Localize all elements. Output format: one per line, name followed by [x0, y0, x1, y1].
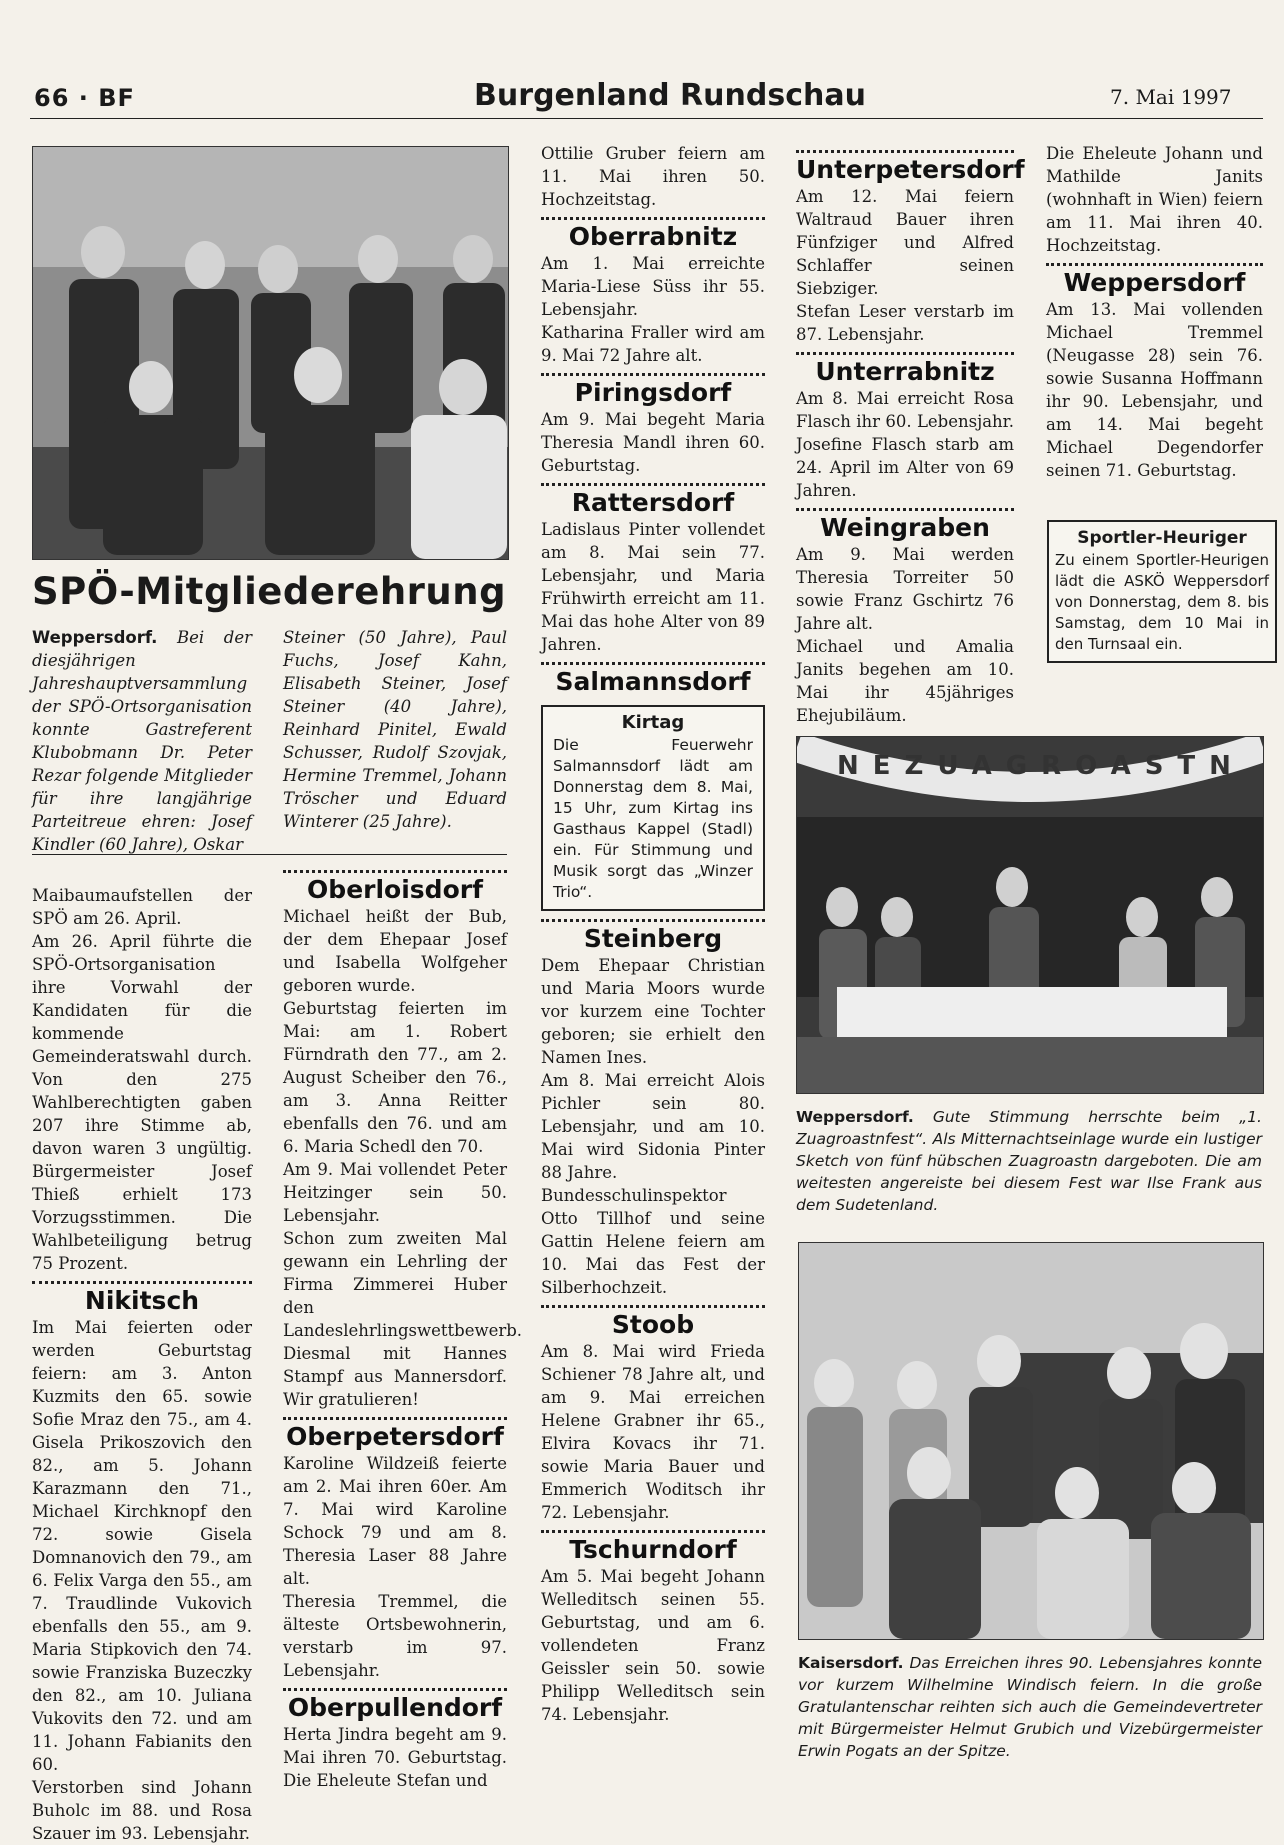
feature-kicker: Weppersdorf.: [32, 628, 158, 647]
heading-unterpetersdorf: Unterpetersdorf: [796, 155, 1025, 184]
unterrabnitz-paragraph: Am 8. Mai erreicht Rosa Flasch ihr 60. Lebensjahr. Josefine Flasch starb am 24. April im Alter von 69 Jahren.: [796, 389, 1014, 500]
sportler-title: Sportler-Heuriger: [1077, 528, 1247, 548]
oberloisdorf-paragraph-2: Geburtstag feierten im Mai: am 1. Robert Fürndrath den 77., am 2. August Scheiber den 76., am 3. Anna Reitter ebenfalls den 76. und am 6. Maria Schedl den 70.: [283, 999, 507, 1156]
nikitsch-paragraph-2: Verstorben sind Johann Buholc im 88. und Rosa Szauer im 93. Lebensjahr.: [32, 1778, 252, 1843]
dotted-rule: [541, 1305, 765, 1308]
rattersdorf-paragraph: Ladislaus Pinter vollendet am 8. Mai sein 77. Lebensjahr, und Maria Frühwirth erreicht am 11. Mai das hohe Alter von 89 Jahren.: [541, 520, 765, 654]
caption-text: Gute Stimmung herrschte beim „1. Zuagroastnfest“. Als Mitternachtseinlage wurde ein lustiger Sketch von fünf hübschen Zuagroastn dargeboten. Die am weitesten angereiste bei diesem Fest war Ilse Frank aus dem Sudetenland.: [796, 1108, 1262, 1214]
column-2: [283, 870, 523, 1792]
heading-weppersdorf: Weppersdorf: [1063, 268, 1246, 297]
heading-oberrabnitz: Oberrabnitz: [568, 222, 738, 251]
feature-text-right: Steiner (50 Jahre), Paul Fuchs, Josef Kahn, Elisabeth Steiner, Josef Steiner (40 Jahre), Reinhard Pinitel, Ewald Schusser, Rudolf Szovjak, Hermine Tremmel, Johann Tröscher und Eduard Winterer (25 Jahre).: [283, 628, 507, 831]
col3-top-paragraph: Ottilie Gruber feiern am 11. Mai ihren 50. Hochzeitstag.: [541, 144, 765, 209]
tschurndorf-paragraph: Am 5. Mai begeht Johann Welleditsch seinen 55. Geburtstag, und am 6. vollendeten Franz Geissler sein 50. sowie Philipp Welleditsch sein 74. Lebensjahr.: [541, 1567, 765, 1724]
dotted-rule: [541, 1530, 765, 1533]
caption-kicker: Kaisersdorf.: [798, 1654, 904, 1672]
photo-zuagroastnfest: [796, 736, 1264, 1094]
column-4: [796, 150, 1025, 727]
oberpetersdorf-paragraph: Karoline Wildzeiß feierte am 2. Mai ihren 60er. Am 7. Mai wird Karoline Schock 79 und am 8. Theresia Laser 88 Jahre alt.: [283, 1454, 507, 1588]
photo-kaisersdorf: [798, 1242, 1264, 1640]
caption-kaisersdorf: [798, 1652, 1262, 1762]
dotted-rule: [796, 150, 1014, 153]
kirtag-title: Kirtag: [621, 712, 685, 733]
heading-steinberg: Steinberg: [583, 924, 723, 953]
feature-text-left: [32, 626, 252, 856]
col5-top-paragraph: Die Eheleute Johann und Mathilde Janits (wohnhaft in Wien) feiern am 11. Mai ihren 40. Hochzeitstag.: [1046, 144, 1263, 255]
column-5: [1046, 142, 1263, 482]
page-label: 66 · BF: [34, 84, 135, 112]
steinberg-paragraph: Dem Ehepaar Christian und Maria Moors wurde vor kurzem eine Tochter geboren; sie erhielt den Namen Ines.: [541, 956, 765, 1067]
sportler-box: [1047, 520, 1277, 663]
heading-nikitsch: Nikitsch: [84, 1286, 200, 1315]
kirtag-text: Die Feuerwehr Salmannsdorf lädt am Donnerstag dem 8. Mai, 15 Uhr, zum Kirtag ins Gasthaus Kappel (Stadl) ein. Für Stimmung und Musik sorgt das „Winzer Trio“.: [553, 736, 753, 901]
dotted-rule: [283, 1688, 507, 1691]
unterpetersdorf-paragraph-2: Stefan Leser verstarb im 87. Lebensjahr.: [796, 302, 1014, 344]
column-1: [32, 884, 252, 1845]
oberpullendorf-paragraph: Herta Jindra begeht am 9. Mai ihren 70. Geburtstag. Die Eheleute Stefan und: [283, 1725, 507, 1790]
caption-text: Das Erreichen ihres 90. Lebensjahres konnte vor kurzem Wilhelmine Windisch feiern. In die große Gratulantenschar reihten sich auch die Gemeindevertreter mit Bürgermeister Helmut Grubich und Vizebürgermeister Erwin Pogats an der Spitze.: [798, 1654, 1262, 1760]
heading-salmannsdorf: Salmannsdorf: [555, 667, 751, 696]
weingraben-paragraph: Am 9. Mai werden Theresia Torreiter 50 sowie Franz Gschirtz 76 Jahre alt.: [796, 545, 1014, 633]
heading-oberloisdorf: Oberloisdorf: [307, 875, 483, 904]
photo-spoe-group: [32, 146, 509, 560]
oberloisdorf-paragraph: Michael heißt der Bub, der dem Ehepaar Josef und Isabella Wolfgeher geboren wurde.: [283, 907, 507, 995]
issue-date: 7. Mai 1997: [1110, 85, 1232, 109]
dotted-rule: [32, 1281, 252, 1284]
dotted-rule: [541, 217, 765, 220]
feature-body-left: Bei der diesjährigen Jahreshauptversammlung der SPÖ-Ortsorganisation konnte Gastreferent Klubobmann Dr. Peter Rezar folgende Mitglieder für ihre langjährige Parteitreue ehren: Josef Kindler (60 Jahre), Oskar: [32, 628, 252, 854]
steinberg-paragraph-2: Am 8. Mai erreicht Alois Pichler sein 80. Lebensjahr, und am 10. Mai wird Sidonia Pinter 88 Jahre.: [541, 1071, 765, 1182]
oberloisdorf-paragraph-3: Am 9. Mai vollendet Peter Heitzinger sein 50. Lebensjahr.: [283, 1160, 507, 1225]
header-rule: [30, 118, 1263, 119]
oberloisdorf-paragraph-4: Schon zum zweiten Mal gewann ein Lehrling der Firma Zimmerei Huber den Landeslehrlingswettbewerb. Diesmal mit Hannes Stampf aus Mannersdorf. Wir gratulieren!: [283, 1229, 523, 1409]
heading-rattersdorf: Rattersdorf: [571, 488, 735, 517]
weppersdorf-paragraph: Am 13. Mai vollenden Michael Tremmel (Neugasse 28) sein 76. sowie Susanna Hoffmann ihr 90. Lebensjahr, und am 14. Mai begeht Michael Degendorfer seinen 71. Geburtstag.: [1046, 300, 1263, 480]
unterpetersdorf-paragraph: Am 12. Mai feiern Waltraud Bauer ihren Fünfziger und Alfred Schlaffer seinen Siebziger.: [796, 187, 1014, 298]
col1-intro: Maibaumaufstellen der SPÖ am 26. April.: [32, 886, 252, 928]
col1-paragraph: Am 26. April führte die SPÖ-Ortsorganisation ihre Vorwahl der Kandidaten für die kommende Gemeinderatswahl durch. Von den 275 Wahlberechtigten gaben 207 ihre Stimme ab, davon waren 3 ungültig. Bürgermeister Josef Thieß erhielt 173 Vorzugsstimmen. Die Wahlbeteiligung betrug 75 Prozent.: [32, 932, 252, 1273]
stoob-paragraph: Am 8. Mai wird Frieda Schiener 78 Jahre alt, und am 9. Mai erreichen Helene Grabner ihr 65., Elvira Kovacs ihr 71. sowie Maria Bauer und Emmerich Woditsch ihr 72. Lebensjahr.: [541, 1342, 765, 1522]
heading-oberpullendorf: Oberpullendorf: [287, 1693, 503, 1722]
dotted-rule: [1046, 263, 1263, 266]
heading-piringsdorf: Piringsdorf: [574, 378, 732, 407]
heading-unterrabnitz: Unterrabnitz: [815, 357, 995, 386]
dotted-rule: [541, 919, 765, 922]
piringsdorf-paragraph: Am 9. Mai begeht Maria Theresia Mandl ihren 60. Geburtstag.: [541, 410, 765, 475]
caption-zuagroastnfest: [796, 1106, 1262, 1216]
photo-banner: NEZUAGROASTN: [837, 751, 1245, 781]
oberrabnitz-paragraph-2: Katharina Fraller wird am 9. Mai 72 Jahre alt.: [541, 323, 765, 365]
nikitsch-paragraph: Im Mai feierten oder werden Geburtstag feiern: am 3. Anton Kuzmits den 65. sowie Sofie Mraz den 75., am 4. Gisela Prikoszovich den 82., am 5. Johann Karazmann den 71., Michael Kirchknopf den 72. sowie Gisela Domnanovich den 79., am 6. Felix Varga den 55., am 7. Traudlinde Vukovich ebenfalls den 55., am 9. Maria Stipkovich den 74. sowie Franziska Buzeczky den 82., am 10. Juliana Vukovits den 72. und am 11. Johann Fabianits den 60.: [32, 1318, 252, 1774]
heading-stoob: Stoob: [611, 1310, 695, 1339]
paper-name: Burgenland Rundschau: [474, 78, 866, 113]
dotted-rule: [796, 352, 1014, 355]
dotted-rule: [541, 662, 765, 665]
caption-kicker: Weppersdorf.: [796, 1108, 914, 1126]
oberpetersdorf-paragraph-2: Theresia Tremmel, die älteste Ortsbewohnerin, verstarb im 97. Lebensjahr.: [283, 1592, 507, 1680]
oberrabnitz-paragraph: Am 1. Mai erreichte Maria-Liese Süss ihr 55. Lebensjahr.: [541, 254, 765, 319]
kirtag-box: [541, 705, 765, 911]
feature-rule: [32, 854, 507, 855]
heading-weingraben: Weingraben: [820, 513, 990, 542]
dotted-rule: [541, 373, 765, 376]
column-3: [541, 142, 765, 1726]
steinberg-paragraph-3: Bundesschulinspektor Otto Tillhof und seine Gattin Helene feiern am 10. Mai das Fest der Silberhochzeit.: [541, 1186, 765, 1297]
feature-title: SPÖ-Mitgliederehrung: [32, 570, 507, 613]
dotted-rule: [541, 483, 765, 486]
heading-oberpetersdorf: Oberpetersdorf: [286, 1422, 504, 1451]
sportler-text: Zu einem Sportler-Heurigen lädt die ASKÖ Weppersdorf von Donnerstag, dem 8. bis Samstag, dem 10 Mai in den Turnsaal ein.: [1055, 551, 1269, 653]
dotted-rule: [283, 870, 507, 873]
dotted-rule: [796, 508, 1014, 511]
weingraben-paragraph-2: Michael und Amalia Janits begehen am 10. Mai ihr 45jähriges Ehejubiläum.: [796, 637, 1014, 725]
heading-tschurndorf: Tschurndorf: [569, 1535, 737, 1564]
dotted-rule: [283, 1417, 507, 1420]
